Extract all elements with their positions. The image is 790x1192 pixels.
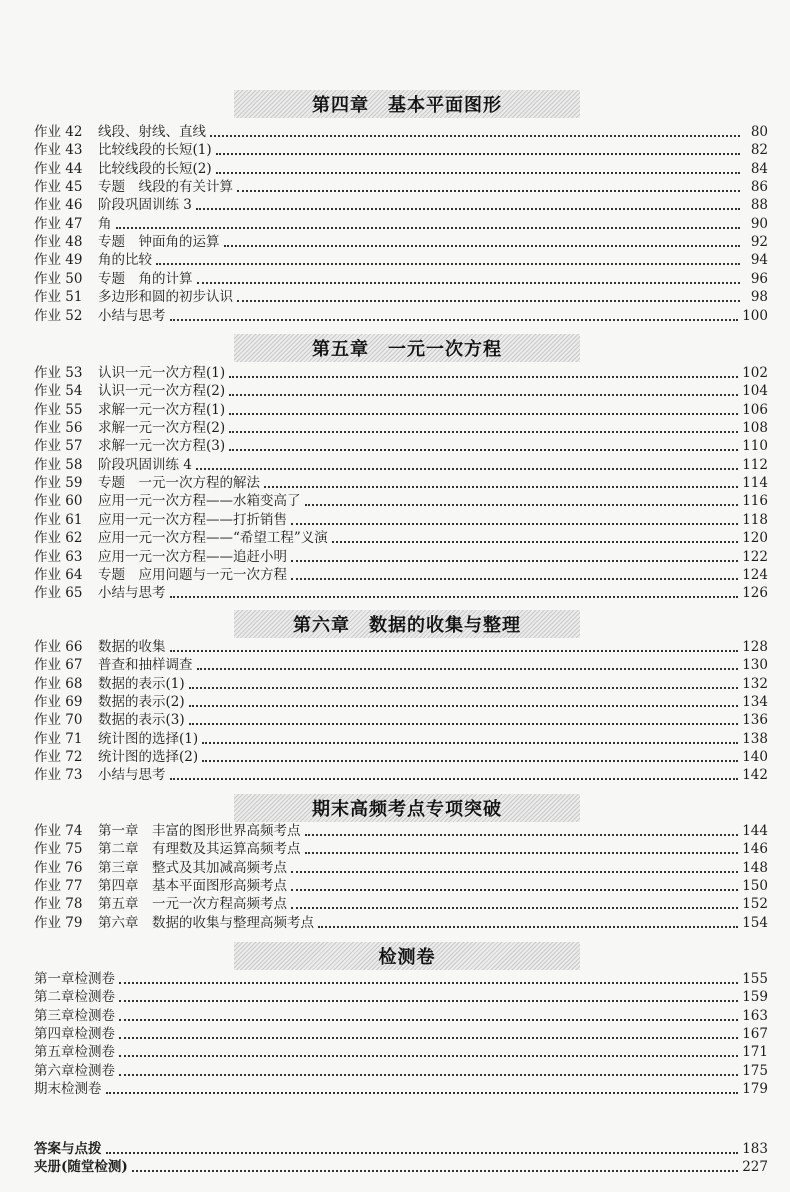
entry-page-number: 167 [742, 1026, 768, 1043]
dot-leader [305, 502, 739, 506]
entry-page-number: 98 [750, 289, 768, 306]
toc-entry [34, 196, 768, 214]
toc-entry [34, 1062, 768, 1080]
entry-page-number: 159 [742, 989, 768, 1006]
entry-title: 角 [98, 215, 112, 232]
toc-entry [34, 288, 768, 306]
entry-number: 作业 73 [34, 767, 83, 784]
entry-number: 作业 59 [34, 475, 83, 492]
entry-page-number: 96 [750, 270, 768, 287]
toc-entry [34, 511, 768, 529]
entry-page-number: 150 [742, 878, 768, 895]
entry-number: 作业 55 [34, 401, 83, 418]
entry-number: 作业 45 [34, 179, 83, 196]
dot-leader [305, 850, 739, 854]
entry-page-number: 134 [742, 694, 768, 711]
dot-leader [170, 594, 739, 598]
entry-number: 作业 69 [34, 694, 83, 711]
entry-title: 第五章 一元一次方程高频考点 [98, 896, 287, 913]
toc-entry [34, 766, 768, 784]
dot-leader [291, 887, 738, 891]
entry-page-number: 120 [742, 530, 768, 547]
entry-page-number: 175 [742, 1062, 768, 1079]
dot-leader [119, 980, 738, 984]
entry-page-number: 114 [742, 475, 768, 492]
entry-title: 应用一元一次方程——追赶小明 [98, 548, 287, 565]
entry-number: 作业 71 [34, 730, 83, 747]
dot-leader [196, 206, 740, 210]
entry-title: 多边形和圆的初步认识 [98, 289, 233, 306]
entry-page-number: 183 [742, 1141, 768, 1157]
entry-page-number: 122 [742, 548, 768, 565]
toc-entry [34, 251, 768, 269]
entry-title: 专题 钟面角的运算 [98, 234, 220, 251]
dot-leader [229, 447, 738, 451]
entry-title: 第三章检测卷 [34, 1007, 115, 1024]
entry-title: 第二章 有理数及其运算高频考点 [98, 841, 301, 858]
dot-leader [170, 648, 739, 652]
entry-number: 作业 58 [34, 456, 83, 473]
entry-title: 统计图的选择(1) [98, 730, 199, 747]
toc-entry [34, 401, 768, 419]
toc-entry [34, 970, 768, 988]
entry-page-number: 124 [742, 566, 768, 583]
entry-page-number: 84 [750, 160, 768, 177]
entry-title: 夹册(随堂检测) [34, 1159, 128, 1175]
dot-leader [119, 998, 738, 1002]
entry-page-number: 102 [742, 365, 768, 381]
entry-number: 作业 78 [34, 896, 83, 913]
entry-number: 作业 61 [34, 511, 83, 528]
entry-title: 第三章 整式及其加减高频考点 [98, 859, 287, 876]
entry-page-number: 94 [750, 252, 768, 269]
entry-page-number: 155 [742, 971, 768, 987]
entry-number: 作业 57 [34, 438, 83, 455]
entry-number: 作业 51 [34, 289, 83, 306]
dot-leader [291, 576, 738, 580]
entry-number: 作业 62 [34, 530, 83, 547]
toc-entry [34, 584, 768, 602]
entry-number: 作业 76 [34, 859, 83, 876]
entry-page-number: 92 [750, 234, 768, 251]
toc-entry [34, 529, 768, 547]
toc-entry [34, 675, 768, 693]
entry-number: 作业 72 [34, 749, 83, 766]
entry-page-number: 110 [742, 438, 768, 455]
entry-number: 作业 52 [34, 307, 83, 324]
entry-page-number: 90 [750, 215, 768, 232]
entry-number: 作业 53 [34, 365, 83, 381]
toc-extra-entry [34, 1140, 768, 1158]
section-header: 第五章 一元一次方程 [234, 334, 580, 362]
entry-title: 小结与思考 [98, 767, 166, 784]
entry-title: 求解一元一次方程(2) [98, 420, 226, 437]
entry-number: 作业 43 [34, 142, 83, 159]
toc-entry [34, 123, 768, 141]
dot-leader [106, 1090, 739, 1094]
toc-entry [34, 730, 768, 748]
entry-title: 小结与思考 [98, 307, 166, 324]
toc-entry [34, 492, 768, 510]
dot-leader [170, 317, 739, 321]
dot-leader [202, 758, 738, 762]
entry-page-number: 152 [742, 896, 768, 913]
toc-entry [34, 364, 768, 382]
entry-title: 数据的表示(2) [98, 694, 185, 711]
entry-title: 角的比较 [98, 252, 152, 269]
entry-title: 数据的表示(3) [98, 712, 185, 729]
entry-number: 作业 47 [34, 215, 83, 232]
section-header: 第六章 数据的收集与整理 [234, 610, 580, 638]
entry-number: 作业 48 [34, 234, 83, 251]
toc-extra-entry [34, 1158, 768, 1176]
toc-entry [34, 840, 768, 858]
entry-title: 应用一元一次方程——水箱变高了 [98, 493, 301, 510]
entry-title: 认识一元一次方程(1) [98, 365, 226, 381]
dot-leader [237, 298, 740, 302]
entry-page-number: 104 [742, 383, 768, 400]
section-header: 期末高频考点专项突破 [234, 794, 580, 822]
entry-number: 作业 64 [34, 566, 83, 583]
dot-leader [229, 374, 738, 378]
entry-title: 第一章 丰富的图形世界高频考点 [98, 823, 301, 839]
toc-entry [34, 914, 768, 932]
entry-number: 作业 49 [34, 252, 83, 269]
toc-entry [34, 656, 768, 674]
entry-number: 作业 60 [34, 493, 83, 510]
dot-leader [305, 832, 739, 836]
entry-number: 作业 70 [34, 712, 83, 729]
entry-title: 阶段巩固训练 3 [98, 197, 192, 214]
entry-page-number: 112 [742, 456, 768, 473]
dot-leader [291, 521, 738, 525]
dot-leader [116, 225, 741, 229]
toc-entry [34, 307, 768, 325]
entry-title: 第二章检测卷 [34, 989, 115, 1006]
toc-entry [34, 474, 768, 492]
entry-page-number: 86 [750, 179, 768, 196]
toc-entry [34, 693, 768, 711]
dot-leader [119, 1035, 738, 1039]
entry-page-number: 138 [742, 730, 768, 747]
entry-title: 普查和抽样调查 [98, 657, 193, 674]
section-header: 第四章 基本平面图形 [234, 90, 580, 118]
toc-entry [34, 638, 768, 656]
entry-title: 专题 线段的有关计算 [98, 179, 233, 196]
dot-leader [229, 429, 738, 433]
toc-entry [34, 437, 768, 455]
entry-page-number: 106 [742, 401, 768, 418]
toc-entry [34, 270, 768, 288]
dot-leader [196, 466, 738, 470]
entry-number: 作业 42 [34, 124, 83, 140]
entry-title: 第四章 基本平面图形高频考点 [98, 878, 287, 895]
dot-leader [264, 484, 738, 488]
toc-entry [34, 988, 768, 1006]
dot-leader [291, 869, 738, 873]
entry-title: 求解一元一次方程(3) [98, 438, 226, 455]
entry-number: 作业 50 [34, 270, 83, 287]
entry-page-number: 171 [742, 1044, 768, 1061]
dot-leader [291, 558, 738, 562]
entry-title: 第五章检测卷 [34, 1044, 115, 1061]
entry-title: 数据的收集 [98, 639, 166, 655]
entry-title: 应用一元一次方程——“希望工程”义演 [98, 530, 328, 547]
entry-page-number: 227 [742, 1159, 768, 1175]
toc-entry [34, 233, 768, 251]
toc-entry [34, 548, 768, 566]
entry-title: 应用一元一次方程——打折销售 [98, 511, 287, 528]
entry-number: 作业 65 [34, 585, 83, 602]
entry-number: 作业 63 [34, 548, 83, 565]
entry-page-number: 154 [742, 914, 768, 931]
toc-entry [34, 711, 768, 729]
entry-title: 专题 应用问题与一元一次方程 [98, 566, 287, 583]
toc-entry [34, 178, 768, 196]
entry-page-number: 144 [742, 823, 768, 839]
entry-title: 阶段巩固训练 4 [98, 456, 192, 473]
toc-entry [34, 1080, 768, 1098]
entry-title: 比较线段的长短(2) [98, 160, 212, 177]
entry-page-number: 116 [742, 493, 768, 510]
entry-title: 比较线段的长短(1) [98, 142, 212, 159]
dot-leader [189, 721, 739, 725]
toc-entry [34, 382, 768, 400]
entry-number: 作业 67 [34, 657, 83, 674]
toc-entry [34, 141, 768, 159]
entry-number: 作业 54 [34, 383, 83, 400]
entry-number: 作业 56 [34, 420, 83, 437]
entry-page-number: 146 [742, 841, 768, 858]
entry-title: 小结与思考 [98, 585, 166, 602]
entry-page-number: 136 [742, 712, 768, 729]
entry-page-number: 118 [742, 511, 768, 528]
dot-leader [189, 703, 739, 707]
entry-title: 第四章检测卷 [34, 1026, 115, 1043]
dot-leader [156, 261, 740, 265]
toc-entry [34, 748, 768, 766]
dot-leader [224, 243, 741, 247]
entry-title: 数据的表示(1) [98, 675, 185, 692]
entry-title: 统计图的选择(2) [98, 749, 199, 766]
entry-number: 作业 68 [34, 675, 83, 692]
entry-title: 第一章检测卷 [34, 971, 115, 987]
toc-entry [34, 419, 768, 437]
entry-title: 期末检测卷 [34, 1081, 102, 1098]
entry-number: 作业 46 [34, 197, 83, 214]
entry-page-number: 163 [742, 1007, 768, 1024]
dot-leader [132, 1168, 738, 1172]
toc-entry [34, 822, 768, 840]
toc-entry [34, 160, 768, 178]
section-header: 检测卷 [234, 942, 580, 970]
toc-entry [34, 566, 768, 584]
dot-leader [119, 1053, 738, 1057]
dot-leader [216, 151, 740, 155]
entry-page-number: 80 [750, 124, 768, 140]
dot-leader [318, 924, 738, 928]
entry-page-number: 88 [750, 197, 768, 214]
entry-title: 答案与点拨 [34, 1141, 102, 1157]
dot-leader [332, 539, 738, 543]
entry-page-number: 126 [742, 585, 768, 602]
toc-entry [34, 215, 768, 233]
dot-leader [237, 188, 740, 192]
entry-page-number: 82 [750, 142, 768, 159]
entry-title: 求解一元一次方程(1) [98, 401, 226, 418]
toc-entry [34, 877, 768, 895]
dot-leader [229, 392, 738, 396]
entry-number: 作业 44 [34, 160, 83, 177]
dot-leader [106, 1150, 739, 1154]
entry-page-number: 148 [742, 859, 768, 876]
entry-number: 作业 77 [34, 878, 83, 895]
entry-page-number: 100 [742, 307, 768, 324]
dot-leader [291, 905, 738, 909]
dot-leader [229, 411, 738, 415]
entry-title: 第六章 数据的收集与整理高频考点 [98, 914, 314, 931]
toc-entry [34, 1043, 768, 1061]
entry-page-number: 130 [742, 657, 768, 674]
dot-leader [210, 133, 740, 137]
dot-leader [189, 685, 739, 689]
dot-leader [119, 1017, 738, 1021]
entry-page-number: 128 [742, 639, 768, 655]
dot-leader [170, 776, 739, 780]
entry-page-number: 179 [742, 1081, 768, 1098]
dot-leader [202, 740, 738, 744]
entry-title: 认识一元一次方程(2) [98, 383, 226, 400]
toc-entry [34, 895, 768, 913]
entry-number: 作业 75 [34, 841, 83, 858]
entry-title: 线段、射线、直线 [98, 124, 206, 140]
entry-page-number: 140 [742, 749, 768, 766]
toc-entry [34, 859, 768, 877]
dot-leader [197, 666, 739, 670]
entry-number: 作业 74 [34, 823, 83, 839]
entry-number: 作业 79 [34, 914, 83, 931]
toc-entry [34, 1007, 768, 1025]
entry-page-number: 132 [742, 675, 768, 692]
entry-page-number: 142 [742, 767, 768, 784]
dot-leader [119, 1072, 738, 1076]
entry-page-number: 108 [742, 420, 768, 437]
dot-leader [197, 280, 741, 284]
entry-title: 专题 一元一次方程的解法 [98, 475, 260, 492]
entry-title: 第六章检测卷 [34, 1062, 115, 1079]
dot-leader [216, 170, 740, 174]
toc-entry [34, 1025, 768, 1043]
entry-number: 作业 66 [34, 639, 83, 655]
toc-entry [34, 456, 768, 474]
entry-title: 专题 角的计算 [98, 270, 193, 287]
